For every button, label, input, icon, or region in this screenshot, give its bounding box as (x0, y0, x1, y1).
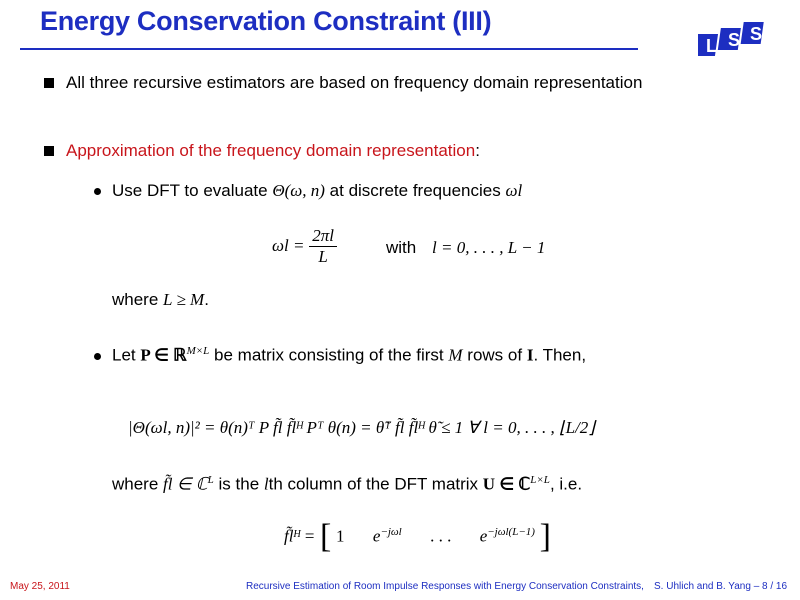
where2-mid2: th column of the DFT matrix (268, 474, 479, 494)
eq1-denominator: L (318, 247, 328, 266)
square-bullet-icon (44, 146, 54, 156)
slide-title: Energy Conservation Constraint (III) (40, 6, 492, 36)
where2-suffix: , i.e. (549, 474, 583, 494)
round-bullet-icon (94, 188, 101, 195)
footer-date: May 25, 2011 (10, 581, 70, 592)
sub2-mid: be matrix consisting of the first (214, 345, 444, 365)
sub1-omega: ωl (505, 181, 523, 200)
round-bullet-icon (94, 353, 101, 360)
left-bracket: [ (319, 518, 332, 555)
equation-omega-l (272, 226, 337, 267)
sub2-superscript: M×L (186, 345, 210, 357)
where2-prefix: where (112, 474, 159, 494)
equation-energy-constraint: |Θ(ωl, n)|² = θ(n)ᵀ P f̃l f̃lᴴ Pᵀ θ(n) = θ̃ᵀ f̃l f̃lᴴ θ̃ ≤ 1 ∀ l = 0, . . . , ⌊L/2⌋ (128, 418, 595, 437)
sub2-p-matrix: P ∈ ℝ (140, 345, 187, 365)
sub-bullet-2 (112, 345, 586, 366)
logo-letter-l: L (706, 36, 717, 56)
where2-superscript: L (207, 474, 214, 486)
where2-mid: is the (218, 474, 260, 494)
eq3-entry-3: e (479, 526, 488, 546)
footer-authors-page: S. Uhlich and B. Yang – 8 / 16 (654, 581, 788, 592)
sub2-suffix: . Then, (533, 345, 587, 365)
right-bracket: ] (539, 518, 551, 555)
where-line-1 (112, 290, 209, 310)
where2-f: f̃l ∈ ℂ (163, 474, 208, 494)
title-underline (20, 48, 638, 50)
eq3-dots: . . . (430, 526, 452, 546)
square-bullet-icon (44, 78, 54, 88)
logo-letter-s1: S (728, 30, 741, 50)
eq3-lhs: f̃lᴴ = (284, 526, 316, 546)
lss-logo (698, 20, 768, 60)
footer-title: Recursive Estimation of Room Impulse Responses with Energy Conservation Constraints, (246, 581, 644, 592)
eq1-fraction (309, 226, 337, 267)
where1-suffix: . (204, 290, 209, 309)
bullet-2-highlight: Approximation of the frequency domain representation (66, 141, 476, 160)
where2-l: l (263, 474, 269, 494)
where1-prefix: where (112, 290, 159, 309)
eq1-numerator: 2πl (309, 226, 337, 247)
where-line-2 (112, 474, 582, 495)
eq3-entry-2: e (372, 526, 381, 546)
bullet-1-text: All three recursive estimators are based on frequency domain representation (66, 73, 643, 92)
eq1-range: l = 0, . . . , L − 1 (432, 238, 546, 257)
eq3-entry-3-exp: −jωl(L−1) (487, 525, 535, 538)
sub2-identity: I (526, 345, 534, 365)
eq1-lhs: ωl = (272, 235, 305, 255)
eq1-with: with (386, 238, 417, 257)
sub2-rows: rows of (467, 345, 523, 365)
sub1-theta: Θ(ω, n) (272, 181, 325, 200)
where2-u-matrix: U ∈ ℂ (482, 474, 531, 494)
sub1-prefix: Use DFT to evaluate (112, 181, 268, 200)
logo-letter-s2: S (750, 24, 763, 44)
sub1-mid: at discrete frequencies (329, 181, 501, 200)
equation-dft-row (284, 518, 551, 555)
where2-superscript-2: L×L (530, 474, 550, 486)
bullet-2-line (66, 141, 480, 161)
sub2-prefix: Let (112, 345, 136, 365)
where1-math: L ≥ M (163, 290, 205, 309)
eq3-entry-2-exp: −jωl (380, 525, 402, 538)
eq3-entry-1: 1 (336, 526, 345, 546)
bullet-2-colon: : (475, 141, 480, 160)
sub-bullet-1 (112, 181, 522, 201)
sub2-m: M (448, 345, 463, 365)
